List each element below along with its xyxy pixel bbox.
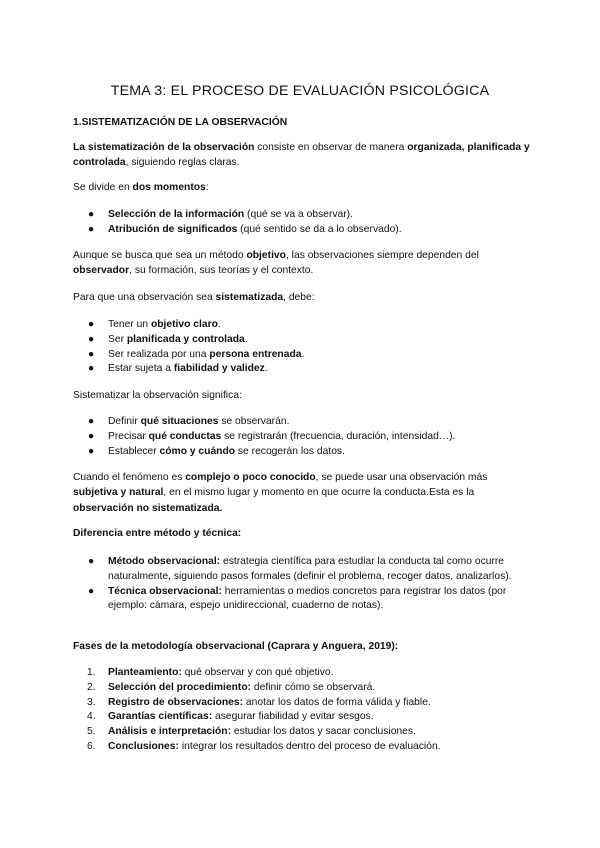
bold-term: complejo o poco conocido [185, 472, 316, 483]
meaning-list [73, 415, 533, 459]
list-item: ● Tener un objetivo claro. [73, 318, 533, 333]
list-item: ● Técnica observacional: herramientas o medios concretos para registrar los datos (por ejemplo: cámara, espejo unidireccional, cuaderno de notas). [88, 585, 507, 612]
bold-term: La sistematización de la observación [73, 142, 255, 153]
list-item: ● Selección de la información (qué se va a observar). [73, 208, 533, 223]
moments-list [73, 208, 533, 238]
bold-term: subjetiva y natural [73, 487, 164, 499]
requirements-list [73, 318, 533, 377]
bullet-icon: ● [88, 416, 95, 427]
list-number: 5. [87, 726, 96, 738]
list-item: 5. Análisis e interpretación: estudiar los datos y sacar conclusiones. [73, 725, 533, 740]
bold-term: objetivo [246, 250, 286, 261]
list-item: ● Método observacional: estrategia científica para estudiar la conducta tal como ocurre naturalmente, siguiendo pasos formales (definir el problema, recoger datos, analizarlos). [88, 556, 512, 582]
list-number: 2. [87, 681, 96, 693]
bold-term: organizada, planificada y controlada [73, 142, 530, 169]
phases-list [73, 666, 533, 755]
paragraph-requirements: Para que una observación sea sistematizada, debe: [73, 292, 315, 303]
bullet-icon: ● [88, 363, 95, 375]
list-item: 4. Garantías científicas: asegurar fiabilidad y evitar sesgos. [73, 710, 533, 725]
bold-term: dos momentos [132, 182, 206, 193]
list-item: 1. Planteamiento: qué observar y con qué objetivo. [73, 666, 533, 681]
list-item: ● Precisar qué conductas se registrarán (frecuencia, duración, intensidad…). [73, 430, 533, 445]
paragraph-meaning: Sistematizar la observación significa: [73, 390, 242, 401]
list-item: ● Establecer cómo y cuándo se recogerán los datos. [73, 445, 533, 460]
paragraph-moments: Se divide en dos momentos: [73, 182, 209, 193]
list-item: ● Ser planificada y controlada. [73, 333, 533, 348]
list-item: 3. Registro de observaciones: anotar los datos de forma válida y fiable. [73, 696, 533, 711]
paragraph-objectivity: Aunque se busca que sea un método objetivo, las observaciones siempre dependen del observador, su formación, sus teorías y el contexto. [73, 250, 479, 277]
list-number: 3. [87, 696, 96, 708]
bullet-icon: ● [88, 223, 95, 235]
bullet-icon: ● [88, 348, 95, 360]
bullet-icon: ● [88, 445, 95, 457]
bold-term: observación no sistematizada. [73, 502, 223, 514]
list-item: ● Definir qué situaciones se observarán. [73, 415, 533, 430]
list-item: ● Atribución de significados (qué sentido se da a lo observado). [73, 223, 533, 238]
paragraph-non-systematized: Cuando el fenómeno es complejo o poco conocido, se puede usar una observación más subjetiva y natural, en el mismo lugar y momento en que ocurre la conducta.Esta es la observación no sistematizada. [73, 472, 488, 514]
list-item: ● Estar sujeta a fiabilidad y validez. [73, 362, 533, 377]
list-item: ● Ser realizada por una persona entrenada. [73, 348, 533, 363]
method-technique-list [73, 555, 533, 614]
bullet-icon: ● [88, 430, 95, 442]
bullet-icon: ● [88, 209, 95, 220]
bullet-icon: ● [88, 319, 95, 330]
subheading-method-technique: Diferencia entre método y técnica: [73, 528, 242, 539]
list-item: 2. Selección del procedimiento: definir cómo se observará. [73, 681, 533, 696]
bullet-icon: ● [88, 556, 95, 567]
list-number: 6. [87, 740, 96, 752]
list-item: 6. Conclusiones: integrar los resultados dentro del proceso de evaluación. [73, 740, 533, 755]
list-number: 4. [87, 711, 96, 723]
bullet-icon: ● [88, 333, 95, 345]
page-title: TEMA 3: EL PROCESO DE EVALUACIÓN PSICOLÓGICA [110, 83, 490, 99]
bold-term: sistematizada [215, 292, 284, 303]
bullet-icon: ● [88, 585, 95, 597]
list-number: 1. [87, 667, 96, 678]
paragraph-intro: La sistematización de la observación consiste en observar de manera organizada, planificada y controlada, siguiendo reglas claras. [73, 142, 530, 169]
bold-term: observador [73, 265, 130, 277]
subheading-phases: Fases de la metodología observacional (Caprara y Anguera, 2019): [73, 641, 399, 652]
section-heading: 1.SISTEMATIZACIÓN DE LA OBSERVACIÓN [73, 117, 288, 128]
